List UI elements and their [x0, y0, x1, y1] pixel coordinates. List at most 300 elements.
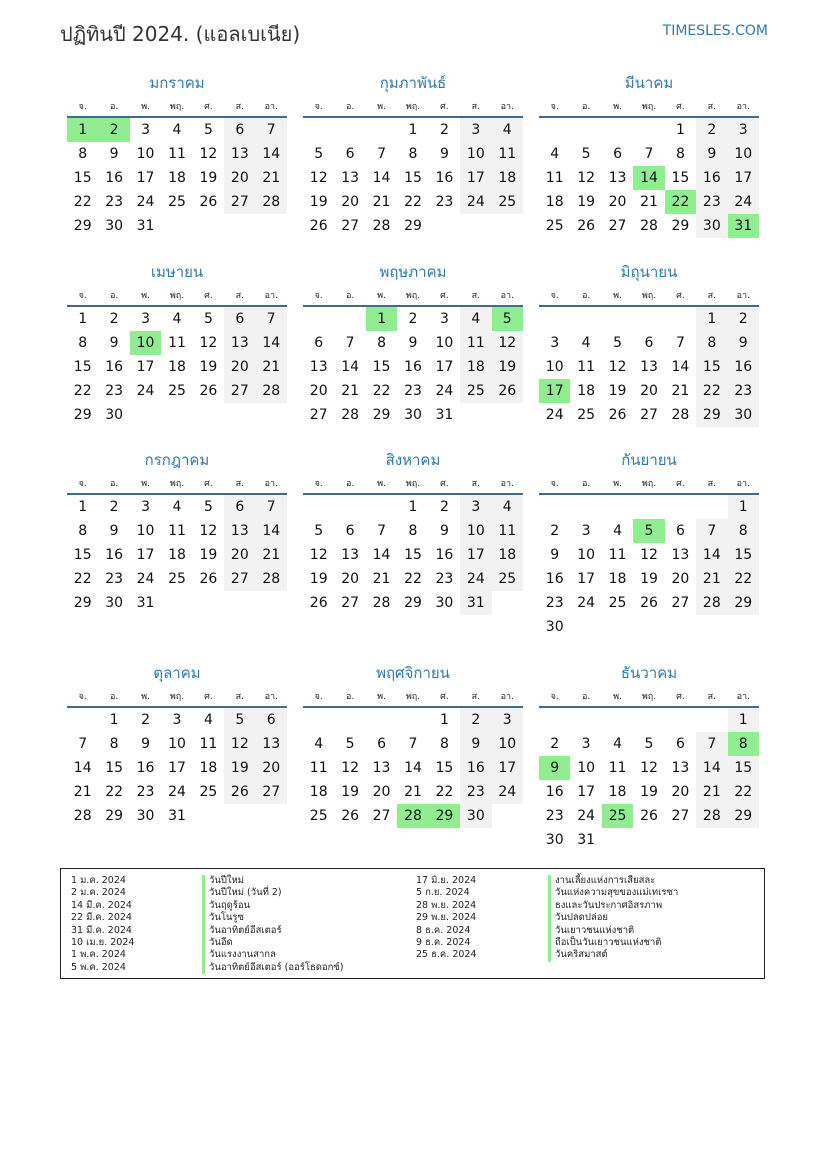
day-cell: 13 — [224, 331, 255, 355]
day-cell: 10 — [136, 523, 155, 539]
weekday-label: จ. — [550, 692, 559, 702]
weekday-label: พฤ. — [169, 692, 185, 702]
month-name: พฤษภาคม — [379, 263, 447, 281]
day-cell: 11 — [309, 760, 328, 776]
weekday-label: อ. — [345, 291, 355, 301]
day-cell: 8 — [408, 146, 418, 162]
day-cell: 18 — [492, 543, 523, 567]
weekday-label: ส. — [471, 479, 480, 489]
day-cell: 7 — [644, 146, 654, 162]
empty-cell — [602, 708, 633, 732]
day-cell: 24 — [545, 407, 564, 423]
day-cell: 2 — [550, 736, 560, 752]
weekday-label: อา. — [736, 102, 750, 112]
day-cell: 20 — [309, 383, 328, 399]
day-cell: 5 — [314, 523, 324, 539]
day-cell: 11 — [168, 335, 186, 351]
day-cell: 29 — [372, 407, 391, 423]
day-cell: 30 — [105, 407, 124, 423]
weekday-label: อ. — [581, 291, 591, 301]
day-cell: 8 — [439, 736, 449, 752]
weekday-header — [303, 96, 523, 118]
weekday-label: จ. — [550, 479, 559, 489]
day-cell: 2 — [408, 311, 418, 327]
day-cell: 27 — [256, 780, 287, 804]
weekday-label: อา. — [736, 692, 750, 702]
day-cell: 28 — [256, 379, 287, 403]
month-name: สิงหาคม — [385, 451, 441, 469]
day-cell: 9 — [109, 335, 119, 351]
day-cell: 11 — [608, 547, 627, 563]
day-cell: 28 — [397, 804, 428, 828]
weekday-label: ศ. — [204, 102, 213, 112]
weekday-label: พ. — [377, 479, 386, 489]
weekday-label: อา. — [500, 479, 514, 489]
empty-cell — [303, 495, 334, 519]
weekday-label: พฤ. — [641, 291, 657, 301]
day-grid — [303, 118, 523, 238]
weekday-label: จ. — [314, 692, 323, 702]
day-cell: 3 — [172, 712, 182, 728]
weekday-label: อ. — [345, 479, 355, 489]
day-cell: 22 — [73, 383, 92, 399]
day-cell: 27 — [372, 808, 391, 824]
day-cell: 15 — [404, 547, 422, 563]
day-cell: 25 — [602, 804, 633, 828]
weekday-label: พฤ. — [641, 479, 657, 489]
weekday-label: พ. — [377, 692, 386, 702]
legend-date: 28 พ.ย. 2024 — [416, 899, 477, 911]
day-cell: 25 — [577, 407, 596, 423]
day-cell: 8 — [696, 331, 727, 355]
weekday-header — [67, 285, 287, 307]
day-cell: 17 — [460, 543, 491, 567]
day-cell: 20 — [671, 571, 690, 587]
day-cell: 29 — [404, 595, 422, 611]
day-cell: 10 — [492, 732, 523, 756]
day-cell: 30 — [545, 832, 564, 848]
empty-cell — [728, 615, 759, 639]
day-cell: 7 — [696, 732, 727, 756]
weekday-label: อา. — [500, 291, 514, 301]
weekday-header — [539, 285, 759, 307]
day-cell: 16 — [136, 760, 155, 776]
weekday-label: พ. — [613, 102, 622, 112]
day-cell: 9 — [141, 736, 151, 752]
day-cell: 10 — [435, 335, 454, 351]
empty-cell — [492, 214, 523, 238]
empty-cell — [224, 214, 255, 238]
legend-date: 5 พ.ค. 2024 — [71, 961, 126, 973]
day-cell: 26 — [199, 194, 218, 210]
day-cell: 14 — [256, 519, 287, 543]
day-cell: 28 — [696, 591, 727, 615]
empty-cell — [256, 403, 287, 427]
day-cell: 16 — [105, 547, 124, 563]
legend-date: 2 ม.ค. 2024 — [71, 887, 126, 899]
day-cell: 4 — [172, 122, 182, 138]
weekday-header — [303, 686, 523, 708]
day-cell: 15 — [73, 547, 92, 563]
weekday-label: อา. — [264, 291, 278, 301]
day-cell: 13 — [671, 547, 690, 563]
day-cell: 6 — [644, 335, 654, 351]
day-cell: 10 — [460, 519, 491, 543]
legend-holiday-name: วันคริสมาสต์ — [548, 949, 678, 961]
empty-cell — [67, 708, 98, 732]
day-cell: 26 — [224, 780, 255, 804]
day-cell: 21 — [372, 194, 391, 210]
day-cell: 24 — [136, 194, 155, 210]
day-cell: 26 — [199, 571, 218, 587]
legend-date: 17 มิ.ย. 2024 — [416, 875, 477, 886]
day-cell: 18 — [545, 194, 564, 210]
day-cell: 4 — [460, 307, 491, 331]
weekday-label: จ. — [550, 291, 559, 301]
empty-cell — [429, 214, 460, 238]
day-cell: 26 — [640, 595, 658, 611]
legend-date: 22 มี.ค. 2024 — [71, 912, 132, 924]
day-cell: 11 — [608, 760, 627, 776]
empty-cell — [696, 495, 727, 519]
day-cell: 6 — [314, 335, 324, 351]
day-cell: 29 — [696, 403, 727, 427]
empty-cell — [492, 591, 523, 615]
day-cell: 10 — [130, 331, 161, 355]
day-cell: 4 — [172, 311, 182, 327]
day-cell: 18 — [492, 166, 523, 190]
day-cell: 6 — [224, 495, 255, 519]
empty-cell — [303, 118, 334, 142]
day-cell: 1 — [78, 499, 88, 515]
day-cell: 27 — [671, 808, 690, 824]
day-cell: 5 — [492, 307, 523, 331]
empty-cell — [334, 708, 365, 732]
weekday-label: พฤ. — [405, 479, 421, 489]
day-cell: 12 — [224, 732, 255, 756]
day-cell: 7 — [345, 335, 355, 351]
weekday-label: ศ. — [204, 479, 213, 489]
empty-cell — [161, 591, 192, 615]
day-cell: 14 — [633, 166, 664, 190]
legend-holiday-name: วันปีใหม่ (วันที่ 2) — [202, 887, 344, 899]
day-cell: 22 — [404, 194, 422, 210]
empty-cell — [633, 495, 664, 519]
weekday-label: พ. — [141, 102, 150, 112]
day-cell: 8 — [408, 523, 418, 539]
month-block — [67, 259, 287, 427]
weekday-header — [539, 686, 759, 708]
day-cell: 14 — [671, 359, 690, 375]
day-cell: 9 — [439, 523, 449, 539]
day-cell: 9 — [109, 523, 119, 539]
weekday-label: พฤ. — [169, 291, 185, 301]
day-cell: 17 — [728, 166, 759, 190]
empty-cell — [366, 118, 397, 142]
day-cell: 2 — [696, 118, 727, 142]
day-cell: 11 — [492, 142, 523, 166]
day-cell: 27 — [341, 595, 360, 611]
day-cell: 20 — [372, 784, 391, 800]
legend-date: 29 พ.ย. 2024 — [416, 912, 477, 924]
day-cell: 15 — [728, 756, 759, 780]
weekday-label: อา. — [264, 479, 278, 489]
day-cell: 4 — [492, 118, 523, 142]
day-cell: 23 — [435, 194, 454, 210]
day-cell: 5 — [633, 519, 664, 543]
month-block — [539, 447, 759, 639]
weekday-label: ส. — [471, 102, 480, 112]
day-cell: 22 — [372, 383, 391, 399]
day-cell: 2 — [550, 523, 560, 539]
day-cell: 14 — [341, 359, 360, 375]
weekday-label: อ. — [581, 479, 591, 489]
day-cell: 16 — [696, 166, 727, 190]
day-cell: 9 — [728, 331, 759, 355]
day-cell: 18 — [309, 784, 328, 800]
day-cell: 13 — [224, 142, 255, 166]
day-cell: 26 — [341, 808, 360, 824]
day-cell: 24 — [136, 383, 155, 399]
day-cell: 19 — [341, 784, 360, 800]
day-cell: 17 — [136, 547, 155, 563]
day-cell: 9 — [109, 146, 119, 162]
weekday-header — [67, 96, 287, 118]
day-cell: 7 — [675, 335, 685, 351]
day-cell: 25 — [309, 808, 328, 824]
empty-cell — [633, 708, 664, 732]
day-cell: 3 — [141, 311, 151, 327]
empty-cell — [696, 828, 727, 852]
day-cell: 10 — [136, 146, 155, 162]
day-cell: 5 — [203, 311, 213, 327]
weekday-label: อ. — [109, 291, 119, 301]
day-cell: 20 — [224, 543, 255, 567]
day-cell: 7 — [377, 146, 387, 162]
day-cell: 25 — [492, 567, 523, 591]
day-cell: 17 — [577, 784, 596, 800]
empty-cell — [193, 804, 224, 828]
day-cell: 28 — [256, 567, 287, 591]
day-cell: 29 — [728, 591, 759, 615]
day-cell: 9 — [696, 142, 727, 166]
day-cell: 2 — [98, 118, 129, 142]
weekday-label: อ. — [345, 102, 355, 112]
weekday-label: จ. — [314, 102, 323, 112]
day-cell: 1 — [67, 118, 98, 142]
day-cell: 23 — [404, 383, 422, 399]
legend-holiday-name: ถือเป็นวันเยาวชนแห่งชาติ — [548, 937, 678, 949]
empty-cell — [334, 495, 365, 519]
day-cell: 28 — [341, 407, 360, 423]
day-cell: 6 — [675, 523, 685, 539]
day-cell: 19 — [199, 170, 218, 186]
day-cell: 14 — [372, 547, 391, 563]
weekday-label: ส. — [235, 102, 244, 112]
legend-holiday-name: วันอีด — [202, 937, 344, 949]
day-cell: 10 — [460, 142, 491, 166]
day-cell: 29 — [429, 804, 460, 828]
day-cell: 29 — [728, 804, 759, 828]
weekday-label: พ. — [613, 692, 622, 702]
weekday-label: พฤ. — [405, 291, 421, 301]
day-cell: 16 — [105, 359, 124, 375]
day-cell: 26 — [577, 218, 596, 234]
weekday-label: จ. — [78, 102, 87, 112]
day-grid — [303, 495, 523, 615]
day-cell: 17 — [492, 756, 523, 780]
day-cell: 7 — [256, 495, 287, 519]
day-cell: 13 — [256, 732, 287, 756]
day-cell: 23 — [545, 595, 564, 611]
day-cell: 9 — [460, 732, 491, 756]
weekday-header — [303, 285, 523, 307]
day-cell: 4 — [492, 495, 523, 519]
empty-cell — [602, 495, 633, 519]
day-cell: 7 — [408, 736, 418, 752]
day-cell: 3 — [728, 118, 759, 142]
day-cell: 22 — [73, 571, 92, 587]
empty-cell — [696, 615, 727, 639]
legend-date: 10 เม.ย. 2024 — [71, 937, 135, 949]
weekday-label: อา. — [500, 692, 514, 702]
day-cell: 12 — [199, 146, 218, 162]
day-cell: 12 — [199, 335, 218, 351]
empty-cell — [570, 307, 601, 331]
day-cell: 15 — [73, 170, 92, 186]
day-cell: 22 — [73, 194, 92, 210]
day-cell: 28 — [696, 804, 727, 828]
day-cell: 8 — [728, 519, 759, 543]
day-grid — [67, 708, 287, 828]
day-cell: 16 — [728, 355, 759, 379]
day-cell: 29 — [73, 407, 92, 423]
day-cell: 27 — [640, 407, 658, 423]
legend-holiday-name: วันอาทิตย์อีสเตอร์ — [202, 925, 344, 937]
weekday-label: ศ. — [204, 692, 213, 702]
day-cell: 14 — [696, 543, 727, 567]
empty-cell — [602, 828, 633, 852]
day-cell: 16 — [435, 547, 454, 563]
day-cell: 5 — [644, 736, 654, 752]
weekday-label: อา. — [736, 479, 750, 489]
day-cell: 1 — [728, 708, 759, 732]
day-cell: 19 — [224, 756, 255, 780]
day-grid — [539, 495, 759, 639]
weekday-label: ศ. — [440, 692, 449, 702]
legend-date: 14 มี.ค. 2024 — [71, 899, 132, 911]
day-cell: 2 — [141, 712, 151, 728]
day-cell: 15 — [435, 760, 454, 776]
weekday-label: จ. — [78, 692, 87, 702]
day-cell: 12 — [199, 523, 218, 539]
day-cell: 27 — [224, 379, 255, 403]
day-cell: 17 — [435, 359, 454, 375]
day-cell: 26 — [309, 218, 328, 234]
month-block — [67, 447, 287, 615]
weekday-label: ส. — [235, 479, 244, 489]
day-cell: 20 — [341, 571, 360, 587]
day-cell: 11 — [168, 523, 186, 539]
day-cell: 20 — [224, 166, 255, 190]
weekday-label: ส. — [707, 692, 716, 702]
day-cell: 16 — [435, 170, 454, 186]
legend-date: 8 ธ.ค. 2024 — [416, 924, 471, 936]
month-name: กันยายน — [621, 451, 677, 469]
day-cell: 5 — [203, 499, 213, 515]
day-cell: 2 — [728, 307, 759, 331]
day-cell: 11 — [199, 736, 218, 752]
empty-cell — [602, 307, 633, 331]
day-cell: 8 — [377, 335, 387, 351]
day-cell: 30 — [696, 214, 727, 238]
weekday-header — [67, 473, 287, 495]
weekday-label: ศ. — [440, 102, 449, 112]
day-cell: 22 — [105, 784, 124, 800]
day-cell: 27 — [224, 567, 255, 591]
day-cell: 18 — [168, 547, 186, 563]
day-cell: 22 — [696, 379, 727, 403]
day-cell: 8 — [78, 146, 88, 162]
month-block — [539, 70, 759, 238]
day-cell: 21 — [640, 194, 658, 210]
day-cell: 12 — [640, 547, 658, 563]
day-cell: 29 — [404, 218, 422, 234]
day-cell: 25 — [168, 194, 186, 210]
weekday-label: พ. — [141, 479, 150, 489]
day-cell: 4 — [581, 335, 591, 351]
empty-cell — [334, 307, 365, 331]
day-cell: 17 — [136, 359, 155, 375]
day-cell: 16 — [545, 784, 564, 800]
day-cell: 10 — [577, 760, 596, 776]
day-cell: 20 — [671, 784, 690, 800]
month-block — [303, 259, 523, 427]
empty-cell — [539, 307, 570, 331]
empty-cell — [570, 708, 601, 732]
day-cell: 9 — [539, 756, 570, 780]
day-grid — [539, 118, 759, 238]
legend-date: 31 มี.ค. 2024 — [71, 924, 132, 936]
day-cell: 13 — [341, 170, 360, 186]
day-cell: 19 — [309, 571, 328, 587]
day-cell: 30 — [404, 407, 422, 423]
day-cell: 13 — [640, 359, 658, 375]
day-cell: 3 — [141, 499, 151, 515]
day-cell: 6 — [345, 146, 355, 162]
day-cell: 27 — [224, 190, 255, 214]
day-cell: 25 — [199, 784, 218, 800]
weekday-label: พ. — [613, 291, 622, 301]
legend-names-left — [202, 875, 344, 974]
day-cell: 12 — [608, 359, 627, 375]
site-link[interactable]: TIMESLES.COM — [662, 23, 768, 39]
day-cell: 10 — [577, 547, 596, 563]
day-cell: 6 — [345, 523, 355, 539]
day-cell: 20 — [608, 194, 627, 210]
day-cell: 1 — [408, 122, 418, 138]
day-cell: 25 — [168, 571, 186, 587]
day-cell: 29 — [73, 218, 92, 234]
empty-cell — [570, 615, 601, 639]
weekday-label: อ. — [345, 692, 355, 702]
weekday-label: พฤ. — [641, 102, 657, 112]
day-cell: 14 — [404, 760, 422, 776]
day-cell: 4 — [613, 736, 623, 752]
weekday-label: ส. — [471, 291, 480, 301]
day-cell: 11 — [577, 359, 596, 375]
day-cell: 25 — [460, 379, 491, 403]
